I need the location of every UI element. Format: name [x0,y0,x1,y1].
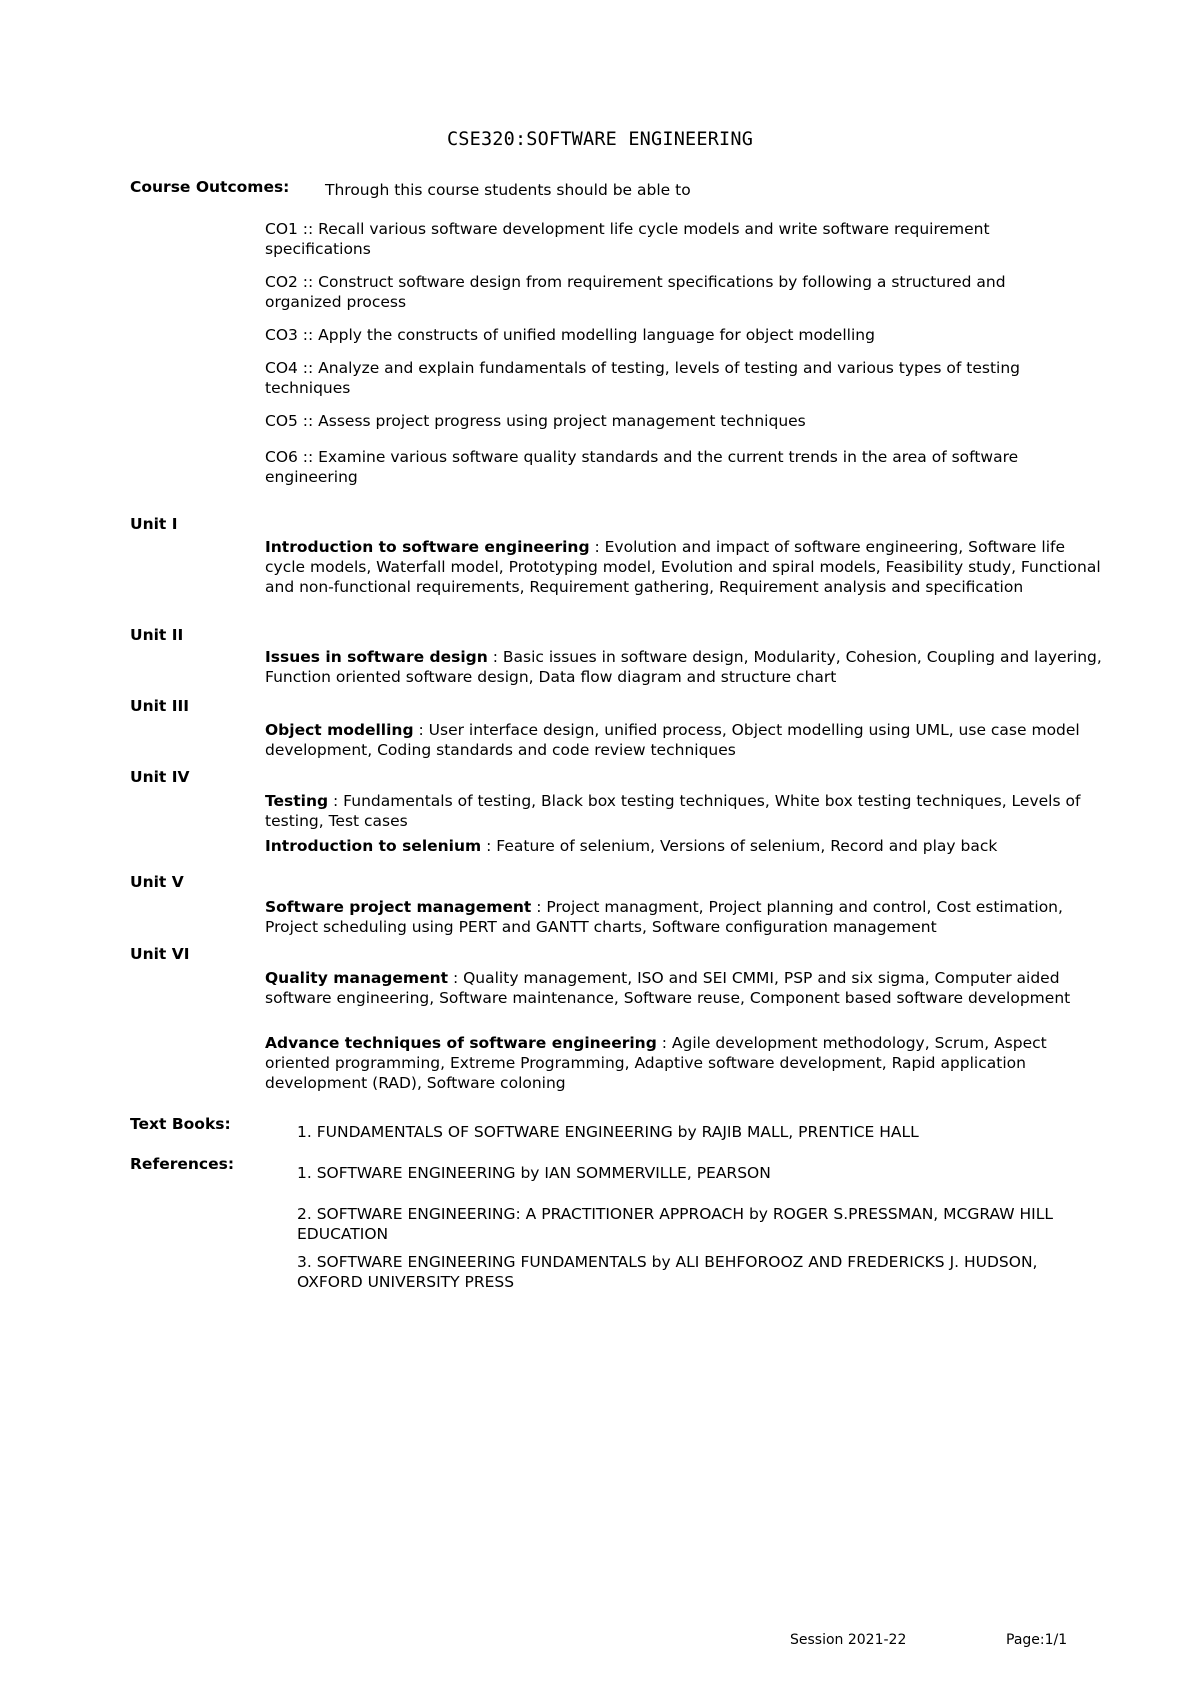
course-outcome-item: CO3 :: Apply the constructs of unified modelling language for object modelling [265,326,875,344]
topic-heading: Introduction to selenium [265,837,482,855]
unit-topic [265,1033,1105,1093]
unit-label: Unit II [130,626,184,644]
topic-text: : User interface design, unified process, Object modelling using UML, use case model development, Coding standards and code review techniques [265,721,1080,759]
reference-item: 1. SOFTWARE ENGINEERING by IAN SOMMERVILLE, PEARSON [297,1164,771,1182]
references-label: References: [130,1155,235,1173]
topic-text: : Feature of selenium, Versions of selenium, Record and play back [481,837,998,855]
unit-topic [265,720,1105,760]
text-books-label: Text Books: [130,1115,231,1133]
session-label: Session 2021-22 [790,1632,907,1648]
unit-topic [265,897,1105,937]
topic-heading: Introduction to software engineering [265,538,590,556]
course-outcome-item: CO6 :: Examine various software quality standards and the current trends in the area of software engineering [265,448,1019,486]
unit-label: Unit I [130,515,178,533]
topic-heading: Object modelling [265,721,414,739]
topic-text: : Agile development methodology, Scrum, Aspect oriented programming, Extreme Programming, Adaptive software development, Rapid application development (RAD), Software coloning [265,1034,1047,1092]
unit-label: Unit IV [130,768,190,786]
course-outcomes-intro: Through this course students should be able to [325,181,691,199]
unit-label: Unit VI [130,945,190,963]
course-outcomes-label: Course Outcomes: [130,178,290,196]
page-number: Page:1/1 [1006,1632,1068,1648]
reference-item: 3. SOFTWARE ENGINEERING FUNDAMENTALS by ALI BEHFOROOZ AND FREDERICKS J. HUDSON, OXFORD UNIVERSITY PRESS [297,1253,1038,1291]
page-title: CSE320:SOFTWARE ENGINEERING [446,129,754,150]
topic-heading: Advance techniques of software engineering [265,1034,657,1052]
unit-topic [265,791,1105,831]
topic-heading: Testing [265,792,329,810]
unit-topic [265,968,1105,1008]
topic-text: : Evolution and impact of software engineering, Software life cycle models, Waterfall model, Prototyping model, Evolution and spiral models, Feasibility study, Functional and non-functional requirements, Requirement gathering, Requirement analysis and specification [265,538,1101,596]
course-outcome-item: CO5 :: Assess project progress using project management techniques [265,412,806,430]
topic-heading: Issues in software design [265,648,488,666]
unit-topic [265,537,1105,597]
reference-item: 2. SOFTWARE ENGINEERING: A PRACTITIONER APPROACH by ROGER S.PRESSMAN, MCGRAW HILL EDUCATION [297,1205,1053,1243]
topic-text: : Basic issues in software design, Modularity, Cohesion, Coupling and layering, Function oriented software design, Data flow diagram and structure chart [265,648,1102,686]
topic-text: : Fundamentals of testing, Black box testing techniques, White box testing techniques, Levels of testing, Test cases [265,792,1081,830]
topic-text: : Project managment, Project planning and control, Cost estimation, Project scheduling using PERT and GANTT charts, Software configuration management [265,898,1063,936]
text-book-item: 1. FUNDAMENTALS OF SOFTWARE ENGINEERING by RAJIB MALL, PRENTICE HALL [297,1123,919,1141]
course-outcome-item: CO2 :: Construct software design from requirement specifications by following a structured and organized process [265,273,1006,311]
unit-topic [265,836,1105,856]
course-outcome-item: CO4 :: Analyze and explain fundamentals of testing, levels of testing and various types of testing techniques [265,359,1021,397]
unit-label: Unit V [130,873,184,891]
topic-heading: Quality management [265,969,449,987]
course-outcome-item: CO1 :: Recall various software development life cycle models and write software requirement specifications [265,220,990,258]
topic-text: : Quality management, ISO and SEI CMMI, PSP and six sigma, Computer aided software engineering, Software maintenance, Software reuse, Component based software development [265,969,1071,1007]
topic-heading: Software project management [265,898,532,916]
unit-topic [265,647,1105,687]
unit-label: Unit III [130,697,190,715]
